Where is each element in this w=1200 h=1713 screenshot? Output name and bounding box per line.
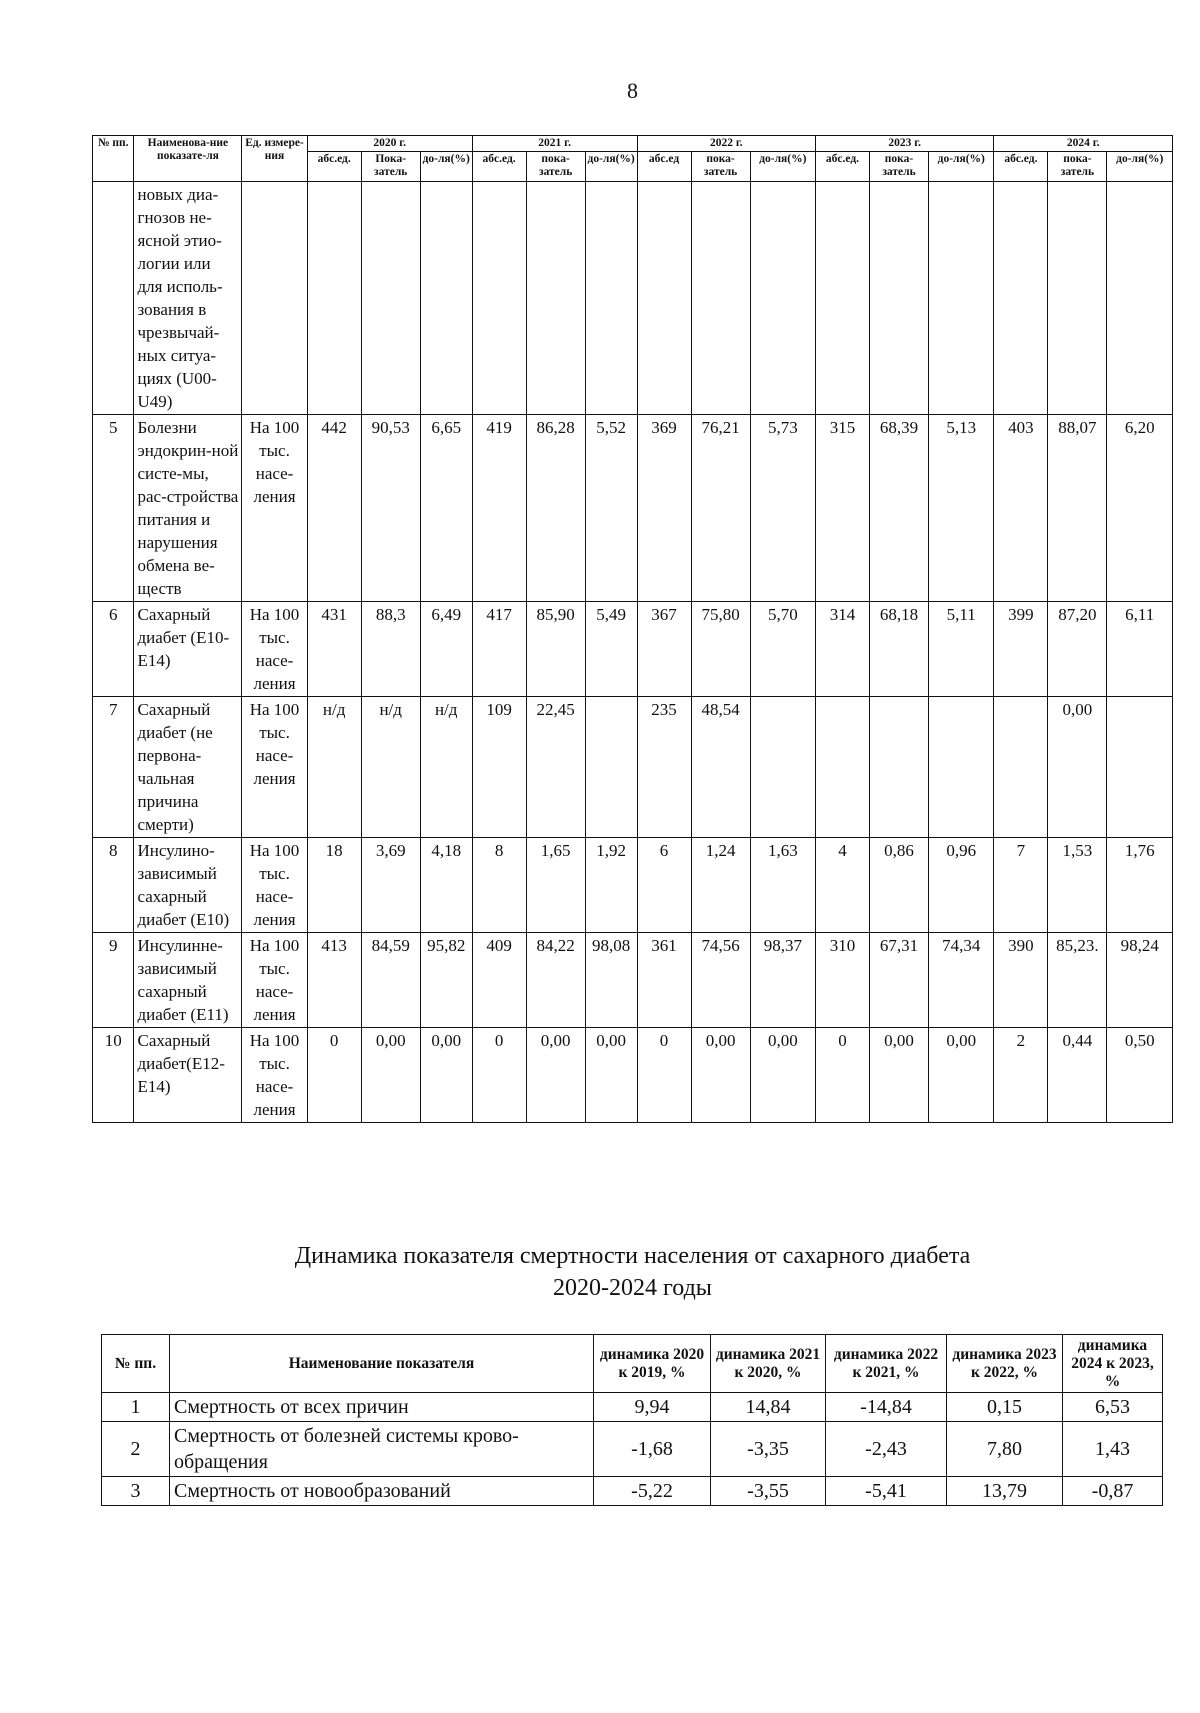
value-cell bbox=[585, 696, 637, 837]
header-subcolumn: абс.ед. bbox=[472, 152, 526, 181]
value-cell: 0,00 bbox=[585, 1027, 637, 1122]
value-cell: 431 bbox=[307, 601, 361, 696]
table-row bbox=[102, 1422, 1163, 1477]
main-table-header bbox=[93, 136, 1173, 182]
value-cell: 67,31 bbox=[869, 932, 928, 1027]
value-cell: 0,00 bbox=[361, 1027, 420, 1122]
indicator-name: Инсулино-зависимый сахарный диабет (E10) bbox=[134, 837, 242, 932]
value-cell bbox=[929, 181, 994, 414]
dynamics-table-header bbox=[102, 1335, 1163, 1393]
value-cell: 6 bbox=[637, 837, 691, 932]
value-cell: 18 bbox=[307, 837, 361, 932]
value-cell: 0 bbox=[816, 1027, 870, 1122]
value-cell: 0 bbox=[472, 1027, 526, 1122]
header-name: Наименова-ние показате-ля bbox=[134, 136, 242, 182]
value-cell: 419 bbox=[472, 414, 526, 601]
mortality-table bbox=[92, 135, 1173, 1123]
header-year: 2022 г. bbox=[637, 136, 815, 152]
value-cell: -2,43 bbox=[826, 1422, 947, 1477]
value-cell: 2 bbox=[994, 1027, 1048, 1122]
value-cell: -1,68 bbox=[594, 1422, 711, 1477]
value-cell: 0 bbox=[307, 1027, 361, 1122]
value-cell: 6,65 bbox=[420, 414, 472, 601]
value-cell: 0,96 bbox=[929, 837, 994, 932]
value-cell: 1,24 bbox=[691, 837, 750, 932]
header-year: 2020 г. bbox=[307, 136, 472, 152]
value-cell: 88,07 bbox=[1048, 414, 1107, 601]
value-cell: -0,87 bbox=[1063, 1477, 1163, 1506]
table-row bbox=[102, 1393, 1163, 1422]
value-cell bbox=[307, 181, 361, 414]
value-cell: 399 bbox=[994, 601, 1048, 696]
table-row bbox=[93, 696, 1173, 837]
value-cell: 390 bbox=[994, 932, 1048, 1027]
row-number bbox=[93, 181, 134, 414]
table-row bbox=[102, 1477, 1163, 1506]
header-subcolumn: пока-затель bbox=[691, 152, 750, 181]
value-cell: 0,00 bbox=[420, 1027, 472, 1122]
value-cell: 0 bbox=[637, 1027, 691, 1122]
header-row-years bbox=[93, 136, 1173, 152]
header-subcolumn: пока-затель bbox=[1048, 152, 1107, 181]
value-cell: 5,11 bbox=[929, 601, 994, 696]
header-name: Наименование показателя bbox=[170, 1335, 594, 1393]
value-cell: 74,56 bbox=[691, 932, 750, 1027]
value-cell: 68,39 bbox=[869, 414, 928, 601]
table-row bbox=[93, 837, 1173, 932]
value-cell: 413 bbox=[307, 932, 361, 1027]
unit-cell: На 100 тыс. насе-ления bbox=[242, 601, 307, 696]
value-cell: 403 bbox=[994, 414, 1048, 601]
value-cell bbox=[420, 181, 472, 414]
value-cell: 74,34 bbox=[929, 932, 994, 1027]
value-cell: 75,80 bbox=[691, 601, 750, 696]
row-number: 7 bbox=[93, 696, 134, 837]
value-cell bbox=[1107, 696, 1173, 837]
row-number: 10 bbox=[93, 1027, 134, 1122]
value-cell: 0,00 bbox=[750, 1027, 815, 1122]
row-number: 2 bbox=[102, 1422, 170, 1477]
value-cell bbox=[816, 181, 870, 414]
value-cell: 5,70 bbox=[750, 601, 815, 696]
value-cell: 13,79 bbox=[947, 1477, 1063, 1506]
value-cell: 6,49 bbox=[420, 601, 472, 696]
value-cell: 0,00 bbox=[526, 1027, 585, 1122]
value-cell: 4,18 bbox=[420, 837, 472, 932]
value-cell: 0,15 bbox=[947, 1393, 1063, 1422]
value-cell: 1,63 bbox=[750, 837, 815, 932]
header-subcolumn: абс.ед. bbox=[307, 152, 361, 181]
dynamics-header-row bbox=[102, 1335, 1163, 1393]
value-cell: 3,69 bbox=[361, 837, 420, 932]
value-cell: 87,20 bbox=[1048, 601, 1107, 696]
value-cell: н/д bbox=[361, 696, 420, 837]
value-cell: 95,82 bbox=[420, 932, 472, 1027]
indicator-name: Смертность от болезней системы крово-обращения bbox=[170, 1422, 594, 1477]
header-subcolumn: абс.ед. bbox=[994, 152, 1048, 181]
header-dynamics-column: динамика 2021 к 2020, % bbox=[711, 1335, 826, 1393]
page-number: 8 bbox=[627, 78, 638, 103]
indicator-name: новых диа-гнозов не-ясной этио-логии или для исполь-зования в чрезвычай-ных ситуа-циях (U00-U49) bbox=[134, 181, 242, 414]
value-cell: 84,22 bbox=[526, 932, 585, 1027]
value-cell bbox=[816, 696, 870, 837]
value-cell: 235 bbox=[637, 696, 691, 837]
indicator-name: Сахарный диабет (E10-E14) bbox=[134, 601, 242, 696]
indicator-name: Инсулинне-зависимый сахарный диабет (E11) bbox=[134, 932, 242, 1027]
header-num: № пп. bbox=[93, 136, 134, 182]
value-cell: 0,00 bbox=[929, 1027, 994, 1122]
row-number: 3 bbox=[102, 1477, 170, 1506]
table-row bbox=[93, 601, 1173, 696]
value-cell: 5,52 bbox=[585, 414, 637, 601]
value-cell: 76,21 bbox=[691, 414, 750, 601]
value-cell: 6,11 bbox=[1107, 601, 1173, 696]
indicator-name: Сахарный диабет (не первона-чальная причина смерти) bbox=[134, 696, 242, 837]
header-subcolumn: абс.ед bbox=[637, 152, 691, 181]
header-subcolumn: до-ля(%) bbox=[585, 152, 637, 181]
value-cell bbox=[1107, 181, 1173, 414]
section-title bbox=[0, 1240, 1200, 1304]
value-cell: 5,13 bbox=[929, 414, 994, 601]
value-cell: 409 bbox=[472, 932, 526, 1027]
section-title-line1: Динамика показателя смертности населения от сахарного диабета bbox=[294, 1243, 971, 1269]
value-cell: 0,44 bbox=[1048, 1027, 1107, 1122]
value-cell: 5,49 bbox=[585, 601, 637, 696]
table-row bbox=[93, 1027, 1173, 1122]
value-cell: 98,24 bbox=[1107, 932, 1173, 1027]
header-year: 2024 г. bbox=[994, 136, 1173, 152]
indicator-name: Смертность от всех причин bbox=[170, 1393, 594, 1422]
value-cell: -3,35 bbox=[711, 1422, 826, 1477]
value-cell: 361 bbox=[637, 932, 691, 1027]
value-cell bbox=[1048, 181, 1107, 414]
value-cell: 88,3 bbox=[361, 601, 420, 696]
dynamics-table-body bbox=[102, 1393, 1163, 1506]
value-cell bbox=[691, 181, 750, 414]
row-number: 8 bbox=[93, 837, 134, 932]
value-cell: 1,43 bbox=[1063, 1422, 1163, 1477]
header-subcolumn: абс.ед. bbox=[816, 152, 870, 181]
header-dynamics-column: динамика 2024 к 2023, % bbox=[1063, 1335, 1163, 1393]
value-cell bbox=[750, 696, 815, 837]
value-cell: 48,54 bbox=[691, 696, 750, 837]
value-cell: 0,50 bbox=[1107, 1027, 1173, 1122]
header-subcolumn: пока-затель bbox=[526, 152, 585, 181]
value-cell: 0,00 bbox=[1048, 696, 1107, 837]
table-row bbox=[93, 932, 1173, 1027]
value-cell: 1,53 bbox=[1048, 837, 1107, 932]
header-subcolumn: до-ля(%) bbox=[750, 152, 815, 181]
header-dynamics-column: динамика 2022 к 2021, % bbox=[826, 1335, 947, 1393]
value-cell bbox=[994, 696, 1048, 837]
value-cell: 4 bbox=[816, 837, 870, 932]
value-cell: 1,65 bbox=[526, 837, 585, 932]
value-cell: 1,76 bbox=[1107, 837, 1173, 932]
value-cell: 14,84 bbox=[711, 1393, 826, 1422]
value-cell: -5,22 bbox=[594, 1477, 711, 1506]
row-number: 9 bbox=[93, 932, 134, 1027]
value-cell: 310 bbox=[816, 932, 870, 1027]
value-cell: 8 bbox=[472, 837, 526, 932]
value-cell: 369 bbox=[637, 414, 691, 601]
value-cell bbox=[994, 181, 1048, 414]
header-dynamics-column: динамика 2020 к 2019, % bbox=[594, 1335, 711, 1393]
unit-cell: На 100 тыс. насе-ления bbox=[242, 932, 307, 1027]
value-cell: н/д bbox=[307, 696, 361, 837]
indicator-name: Смертность от новообразований bbox=[170, 1477, 594, 1506]
value-cell: 22,45 bbox=[526, 696, 585, 837]
header-subcolumn: до-ля(%) bbox=[929, 152, 994, 181]
header-year: 2021 г. bbox=[472, 136, 637, 152]
value-cell: 86,28 bbox=[526, 414, 585, 601]
unit-cell bbox=[242, 181, 307, 414]
value-cell: 68,18 bbox=[869, 601, 928, 696]
value-cell: 85,90 bbox=[526, 601, 585, 696]
value-cell bbox=[472, 181, 526, 414]
indicator-name: Сахарный диабет(E12-E14) bbox=[134, 1027, 242, 1122]
value-cell: 442 bbox=[307, 414, 361, 601]
value-cell: 6,53 bbox=[1063, 1393, 1163, 1422]
unit-cell: На 100 тыс. насе-ления bbox=[242, 414, 307, 601]
value-cell bbox=[869, 181, 928, 414]
value-cell bbox=[750, 181, 815, 414]
header-subcolumn: до-ля(%) bbox=[420, 152, 472, 181]
value-cell: 9,94 bbox=[594, 1393, 711, 1422]
value-cell: 314 bbox=[816, 601, 870, 696]
header-subcolumn: пока-затель bbox=[869, 152, 928, 181]
header-num: № пп. bbox=[102, 1335, 170, 1393]
value-cell: -14,84 bbox=[826, 1393, 947, 1422]
value-cell: 109 bbox=[472, 696, 526, 837]
dynamics-table bbox=[101, 1334, 1163, 1506]
row-number: 5 bbox=[93, 414, 134, 601]
value-cell: 0,00 bbox=[869, 1027, 928, 1122]
value-cell bbox=[929, 696, 994, 837]
value-cell: 417 bbox=[472, 601, 526, 696]
value-cell: -5,41 bbox=[826, 1477, 947, 1506]
value-cell: 1,92 bbox=[585, 837, 637, 932]
unit-cell: На 100 тыс. насе-ления bbox=[242, 696, 307, 837]
indicator-name: Болезни эндокрин-ной систе-мы, рас-стройства питания и нарушения обмена ве-ществ bbox=[134, 414, 242, 601]
value-cell: 5,73 bbox=[750, 414, 815, 601]
value-cell: н/д bbox=[420, 696, 472, 837]
value-cell: 90,53 bbox=[361, 414, 420, 601]
value-cell bbox=[869, 696, 928, 837]
value-cell: -3,55 bbox=[711, 1477, 826, 1506]
value-cell: 84,59 bbox=[361, 932, 420, 1027]
header-subcolumn: Пока-затель bbox=[361, 152, 420, 181]
value-cell: 0,86 bbox=[869, 837, 928, 932]
section-title-line2: 2020-2024 годы bbox=[553, 1275, 712, 1301]
unit-cell: На 100 тыс. насе-ления bbox=[242, 1027, 307, 1122]
value-cell: 85,23. bbox=[1048, 932, 1107, 1027]
row-number: 6 bbox=[93, 601, 134, 696]
value-cell bbox=[361, 181, 420, 414]
value-cell bbox=[526, 181, 585, 414]
table-row bbox=[93, 414, 1173, 601]
value-cell: 98,37 bbox=[750, 932, 815, 1027]
main-table-body bbox=[93, 181, 1173, 1122]
table-row bbox=[93, 181, 1173, 414]
unit-cell: На 100 тыс. насе-ления bbox=[242, 837, 307, 932]
value-cell: 367 bbox=[637, 601, 691, 696]
value-cell: 0,00 bbox=[691, 1027, 750, 1122]
row-number: 1 bbox=[102, 1393, 170, 1422]
header-subcolumn: до-ля(%) bbox=[1107, 152, 1173, 181]
value-cell: 315 bbox=[816, 414, 870, 601]
header-unit: Ед. измере-ния bbox=[242, 136, 307, 182]
header-year: 2023 г. bbox=[816, 136, 994, 152]
value-cell: 7,80 bbox=[947, 1422, 1063, 1477]
header-dynamics-column: динамика 2023 к 2022, % bbox=[947, 1335, 1063, 1393]
value-cell: 98,08 bbox=[585, 932, 637, 1027]
value-cell: 7 bbox=[994, 837, 1048, 932]
value-cell bbox=[637, 181, 691, 414]
value-cell: 6,20 bbox=[1107, 414, 1173, 601]
value-cell bbox=[585, 181, 637, 414]
